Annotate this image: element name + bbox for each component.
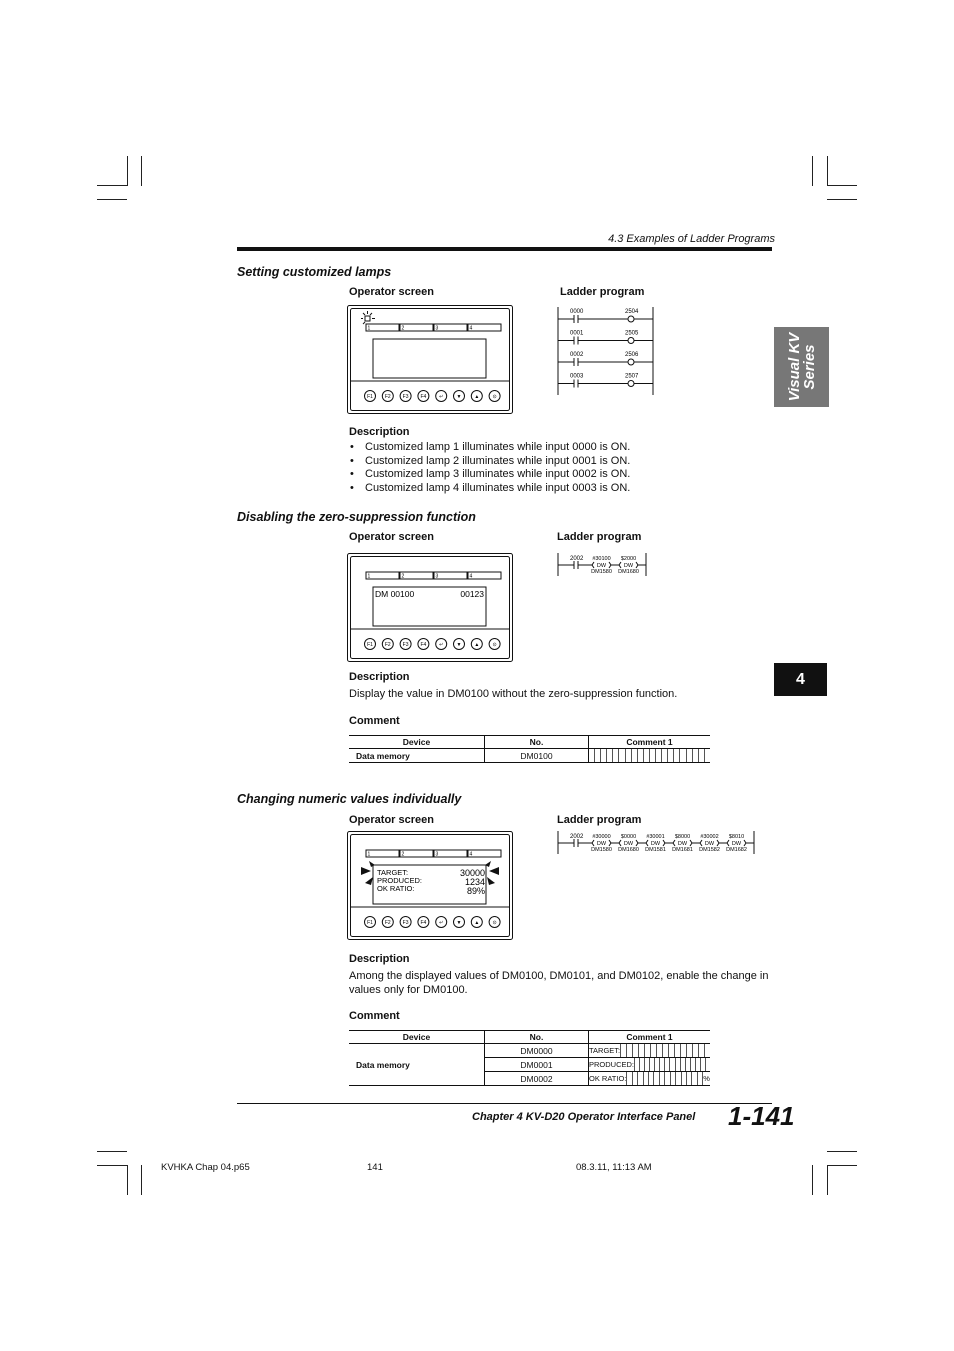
screen-tab [434,572,467,579]
s2-ladder-diagram [555,552,685,582]
table-cell-device: Data memory [349,749,485,763]
footer-sheet-number: 141 [367,1162,383,1173]
side-tab-line2: Series [800,344,818,390]
dw-mnemonic: DW [596,841,607,847]
footer-datetime: 08.3.11, 11:13 AM [576,1162,652,1173]
s2-screen-right-text: 00123 [460,589,484,599]
contact-address: 0003 [570,373,584,380]
screen-tab [468,850,501,857]
function-key-label: ⊙ [492,642,497,648]
s2-operator-screen-label: Operator screen [349,531,434,543]
screen-tab-number: 1 [367,851,371,858]
s3-comment-table [349,1030,710,1086]
screen-tab-number: 2 [401,325,405,332]
dw-operand: #30002 [700,834,719,840]
dw-mnemonic: DW [596,563,607,569]
table-row [349,749,710,763]
dw-instruction [588,556,615,575]
function-key-label: F1 [367,920,373,926]
table-header-comment: Comment 1 [589,1031,711,1044]
screen-tab [434,324,467,331]
dw-destination: DM1582 [699,847,720,853]
function-key-label: ↵ [439,394,444,400]
table-cell-comment: PRODUCED: [589,1058,711,1072]
footer-chapter-title: Chapter 4 KV-D20 Operator Interface Panel [472,1111,696,1123]
table-cell-no: DM0100 [485,749,589,763]
ladder-rung [558,309,653,323]
screen-tab-number: 1 [367,573,371,580]
screen-tab-number: 3 [435,325,439,332]
screen-value-ok-ratio: 89% [466,886,485,896]
function-key-label: F4 [420,642,427,648]
running-header: 4.3 Examples of Ladder Programs [608,233,775,245]
chapter-tab: 4 [774,663,827,696]
ladder-rung [558,374,653,388]
dw-instruction [696,834,723,853]
function-key-label: ↵ [439,920,444,926]
function-key-label: F3 [402,394,409,400]
dw-instruction [615,556,642,575]
function-key-label: F2 [384,642,391,648]
table-cell-comment [589,749,711,763]
function-key-label: F1 [367,642,373,648]
s2-description-text: Display the value in DM0100 without the zero-suppression function. [349,688,678,700]
section1-title: Setting customized lamps [237,265,392,279]
dw-operand: $0000 [620,834,637,840]
dw-operand: #30000 [592,834,611,840]
coil-symbol [628,381,634,387]
s2-comment-label: Comment [349,715,400,727]
dw-instruction [642,834,669,853]
screen-tab [366,850,399,857]
table-cell-no: DM0001 [485,1058,589,1072]
ladder-rung [558,352,653,366]
table-cell-comment: OK RATIO: % [589,1072,711,1086]
s2-screen-left-text: DM 00100 [375,589,415,599]
contact-address: 0000 [570,309,584,315]
screen-tab [468,572,501,579]
table-cell-comment: TARGET: [589,1044,711,1058]
bullet-item: • Customized lamp 3 illuminates while input 0002 is ON. [349,468,630,482]
function-key-label: F4 [420,920,427,926]
table-cell-no: DM0002 [485,1072,589,1086]
dw-destination: DM1681 [672,847,693,853]
dw-operand: $8000 [674,834,691,840]
screen-tab-number: 3 [435,851,439,858]
function-key-label: ▲ [474,642,480,648]
dw-destination: DM1581 [645,847,666,853]
screen-tab-number: 2 [401,851,405,858]
s1-ladder-program-label: Ladder program [560,286,645,298]
dw-mnemonic: DW [650,841,661,847]
function-key-label: ▼ [456,642,462,648]
function-key-label: F4 [420,394,427,400]
bullet-item: • Customized lamp 2 illuminates while input 0001 is ON. [349,455,630,469]
screen-tab [400,324,433,331]
screen-tab-number: 4 [469,851,473,858]
function-key-label: ▼ [456,920,462,926]
function-key-label: ⊙ [492,394,497,400]
screen-label-ok-ratio: OK RATIO: [377,884,415,893]
series-side-tab [774,327,829,407]
table-cell-no: DM0000 [485,1044,589,1058]
screen-tab [400,572,433,579]
table-header-device: Device [349,1031,485,1044]
screen-label-target: TARGET: [377,868,409,877]
screen-value-produced: 1234 [464,877,485,887]
s3-ladder-diagram [555,830,765,860]
contact-address: 0002 [570,352,584,358]
dw-operand: #30100 [592,556,611,562]
s3-comment-label: Comment [349,1010,400,1022]
coil-address: 2507 [625,373,639,380]
s2-operator-panel [347,553,513,662]
contact-address: 0001 [570,330,584,337]
table-header-no: No. [485,1031,589,1044]
screen-tab-number: 2 [401,573,405,580]
s1-description-label: Description [349,426,410,438]
section2-title: Disabling the zero-suppression function [237,510,476,524]
dw-destination: DM1680 [618,569,639,575]
dw-mnemonic: DW [623,563,634,569]
bullet-item: • Customized lamp 4 illuminates while input 0003 is ON. [349,482,630,496]
s1-operator-panel [347,305,513,414]
function-key-label: ▼ [456,394,462,400]
dw-instruction [588,834,615,853]
s3-operator-panel [347,831,513,940]
table-header-comment: Comment 1 [589,736,711,749]
s3-description-label: Description [349,953,410,965]
screen-tab [366,324,399,331]
s2-description-label: Description [349,671,410,683]
screen-tab [468,324,501,331]
contact-address: 2002 [570,556,584,562]
footer-filename: KVHKA Chap 04.p65 [161,1162,250,1173]
header-rule [237,247,772,251]
page-number: 1-141 [728,1101,795,1131]
s1-bullet-list [349,441,630,496]
function-key-label: F2 [384,920,391,926]
s1-ladder-diagram [555,305,660,397]
screen-label-produced: PRODUCED: [377,876,423,885]
dw-mnemonic: DW [677,841,688,847]
section3-title: Changing numeric values individually [237,792,462,806]
screen-tab-number: 4 [469,325,473,332]
screen-tab-number: 1 [367,325,371,332]
function-key-label: ▲ [474,394,480,400]
contact-address: 2002 [570,834,584,840]
dw-instruction [723,834,750,853]
function-key-label: F3 [402,920,409,926]
coil-symbol [628,338,634,344]
table-header-device: Device [349,736,485,749]
coil-symbol [628,359,634,365]
dw-instruction [615,834,642,853]
dw-destination: DM1580 [591,847,612,853]
table-header-no: No. [485,736,589,749]
s2-ladder-program-label: Ladder program [557,531,642,543]
screen-tab-number: 3 [435,573,439,580]
dw-mnemonic: DW [731,841,742,847]
table-row [349,1044,710,1058]
function-key-label: ▲ [474,920,480,926]
function-key-label: F3 [402,642,409,648]
s2-comment-table [349,735,710,763]
footer-rule [237,1103,772,1104]
side-tab-line1: Visual KV [785,332,803,402]
screen-tab [366,572,399,579]
screen-tab [434,850,467,857]
screen-value-target: 30000 [459,868,485,878]
coil-address: 2506 [625,352,639,358]
dw-instruction [669,834,696,853]
s1-operator-screen-label: Operator screen [349,286,434,298]
coil-address: 2504 [625,309,639,315]
dw-operand: $2000 [620,556,637,562]
function-key-label: ⊙ [492,920,497,926]
ladder-rung [558,331,653,345]
dw-mnemonic: DW [623,841,634,847]
dw-destination: DM1680 [618,847,639,853]
table-cell-device: Data memory [349,1044,485,1086]
coil-address: 2505 [625,330,639,337]
dw-operand: $8010 [728,834,745,840]
screen-tab [400,850,433,857]
s3-operator-screen-label: Operator screen [349,814,434,826]
s3-ladder-program-label: Ladder program [557,814,642,826]
dw-mnemonic: DW [704,841,715,847]
function-key-label: F1 [367,394,373,400]
coil-symbol [628,316,634,322]
function-key-label: ↵ [439,642,444,648]
dw-operand: #30001 [646,834,665,840]
bullet-item: • Customized lamp 1 illuminates while input 0000 is ON. [349,441,630,455]
function-key-label: F2 [384,394,391,400]
dw-destination: DM1682 [726,847,747,853]
dw-destination: DM1580 [591,569,612,575]
s3-description-text: Among the displayed values of DM0100, DM0101, and DM0102, enable the change in values only for DM0100. [349,970,769,996]
screen-tab-number: 4 [469,573,473,580]
